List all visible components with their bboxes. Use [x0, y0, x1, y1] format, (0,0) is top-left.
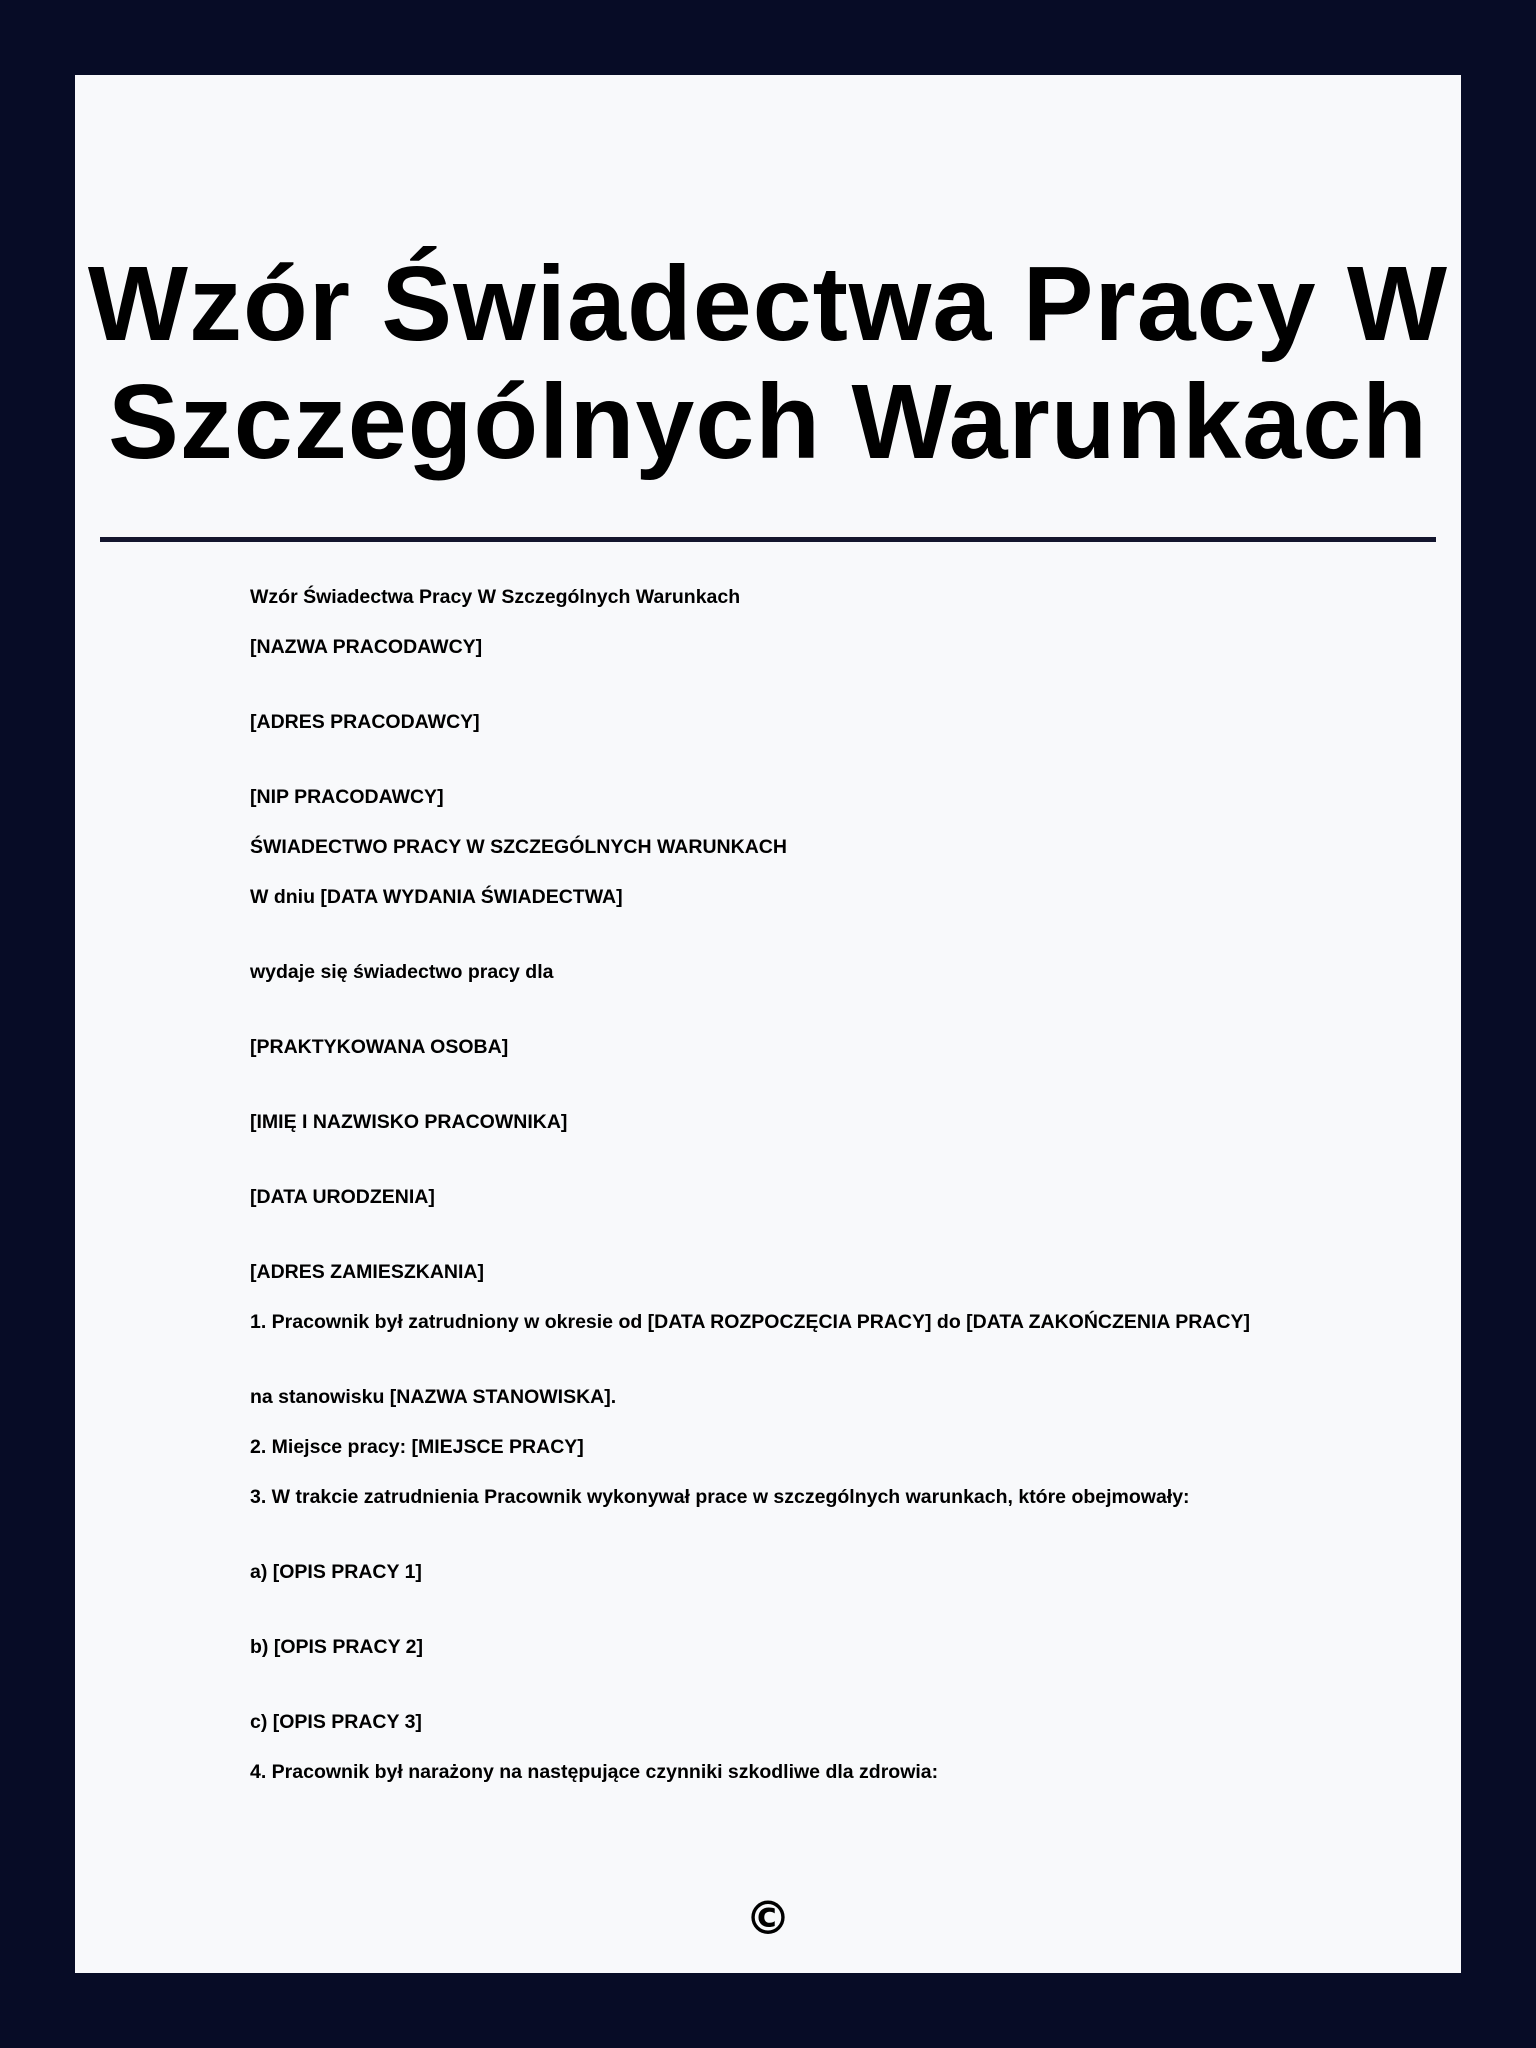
body-line-position: na stanowisku [NAZWA STANOWISKA]. [250, 1386, 617, 1408]
document-title: Wzór Świadectwa Pracy W Szczególnych Warunkach [87, 245, 1449, 481]
body-line-birth-date: [DATA URODZENIA] [250, 1186, 435, 1208]
body-line-point-3: 3. W trakcie zatrudnienia Pracownik wykonywał prace w szczególnych warunkach, które obejmowały: [250, 1486, 1190, 1508]
body-line-employer-nip: [NIP PRACODAWCY] [250, 786, 444, 808]
body-line-point-4: 4. Pracownik był narażony na następujące czynniki szkodliwe dla zdrowia: [250, 1761, 939, 1783]
body-line-issued-for: wydaje się świadectwo pracy dla [250, 961, 554, 983]
body-line-work-b: b) [OPIS PRACY 2] [250, 1636, 423, 1658]
body-line-employee-name: [IMIĘ I NAZWISKO PRACOWNIKA] [250, 1111, 568, 1133]
body-line-work-a: a) [OPIS PRACY 1] [250, 1561, 422, 1583]
document-page [75, 75, 1461, 1973]
body-line-issue-date: W dniu [DATA WYDANIA ŚWIADECTWA] [250, 886, 623, 908]
copyright-icon: © [745, 1891, 791, 1945]
body-line-heading: Wzór Świadectwa Pracy W Szczególnych Warunkach [250, 586, 741, 608]
body-line-employer-address: [ADRES PRACODAWCY] [250, 711, 480, 733]
body-line-work-c: c) [OPIS PRACY 3] [250, 1711, 422, 1733]
body-line-trainee: [PRAKTYKOWANA OSOBA] [250, 1036, 509, 1058]
body-line-employer-name: [NAZWA PRACODAWCY] [250, 636, 483, 658]
body-line-residence-address: [ADRES ZAMIESZKANIA] [250, 1261, 484, 1283]
body-line-point-2: 2. Miejsce pracy: [MIEJSCE PRACY] [250, 1436, 584, 1458]
body-line-certificate-title: ŚWIADECTWO PRACY W SZCZEGÓLNYCH WARUNKACH [250, 836, 787, 858]
body-line-point-1: 1. Pracownik był zatrudniony w okresie od [DATA ROZPOCZĘCIA PRACY] do [DATA ZAKOŃCZENIA PRACY] [250, 1311, 1250, 1333]
title-divider [100, 537, 1436, 542]
